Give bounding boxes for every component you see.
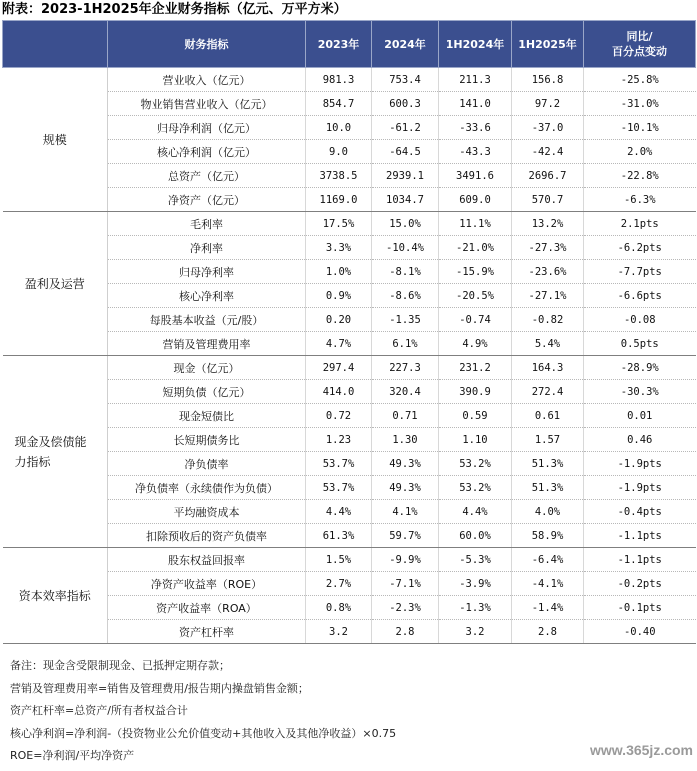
value-cell: -37.0 <box>512 116 584 140</box>
value-cell: 4.4% <box>439 500 512 524</box>
value-cell: 2696.7 <box>512 164 584 188</box>
value-cell: 5.4% <box>512 332 584 356</box>
value-cell: -8.6% <box>372 284 439 308</box>
value-cell: 414.0 <box>306 380 372 404</box>
value-cell: -25.8% <box>584 68 696 92</box>
value-cell: -21.0% <box>439 236 512 260</box>
value-cell: 0.9% <box>306 284 372 308</box>
value-cell: 1169.0 <box>306 188 372 212</box>
footnote: 资产杠杆率=总资产/所有者权益合计 <box>10 704 188 718</box>
value-cell: 0.46 <box>584 428 696 452</box>
value-cell: -23.6% <box>512 260 584 284</box>
value-cell: 1.0% <box>306 260 372 284</box>
indicator-label: 归母净利润（亿元） <box>108 116 306 140</box>
value-cell: 2.0% <box>584 140 696 164</box>
indicator-label: 核心净利率 <box>108 284 306 308</box>
value-cell: 609.0 <box>439 188 512 212</box>
financial-indicators-table <box>2 20 696 644</box>
value-cell: 53.7% <box>306 476 372 500</box>
value-cell: 1.57 <box>512 428 584 452</box>
header-1h2025: 1H2025年 <box>512 21 584 68</box>
header-group-cell <box>3 21 108 68</box>
value-cell: 164.3 <box>512 356 584 380</box>
header-2023: 2023年 <box>306 21 372 68</box>
table-title: 附表：2023-1H2025年企业财务指标（亿元、万平方米） <box>2 2 347 17</box>
value-cell: 49.3% <box>372 452 439 476</box>
value-cell: 1.5% <box>306 548 372 572</box>
value-cell: 390.9 <box>439 380 512 404</box>
value-cell: 272.4 <box>512 380 584 404</box>
indicator-label: 净负债率（永续债作为负债） <box>108 476 306 500</box>
value-cell: 211.3 <box>439 68 512 92</box>
value-cell: 0.71 <box>372 404 439 428</box>
value-cell: -61.2 <box>372 116 439 140</box>
indicator-label: 资产收益率（ROA） <box>108 596 306 620</box>
value-cell: -9.9% <box>372 548 439 572</box>
indicator-label: 长短期债务比 <box>108 428 306 452</box>
value-cell: -43.3 <box>439 140 512 164</box>
value-cell: 0.20 <box>306 308 372 332</box>
header-indicator: 财务指标 <box>108 21 306 68</box>
value-cell: -0.40 <box>584 620 696 644</box>
value-cell: -6.3% <box>584 188 696 212</box>
footnotes <box>10 655 690 768</box>
value-cell: -27.1% <box>512 284 584 308</box>
indicator-label: 资产杠杆率 <box>108 620 306 644</box>
group-label: 资本效率指标 <box>3 548 108 644</box>
value-cell: 4.0% <box>512 500 584 524</box>
value-cell: -5.3% <box>439 548 512 572</box>
value-cell: 53.7% <box>306 452 372 476</box>
value-cell: 11.1% <box>439 212 512 236</box>
value-cell: 53.2% <box>439 452 512 476</box>
value-cell: 227.3 <box>372 356 439 380</box>
value-cell: 141.0 <box>439 92 512 116</box>
value-cell: 0.72 <box>306 404 372 428</box>
value-cell: 1.23 <box>306 428 372 452</box>
value-cell: 17.5% <box>306 212 372 236</box>
value-cell: -1.35 <box>372 308 439 332</box>
value-cell: -20.5% <box>439 284 512 308</box>
value-cell: 2939.1 <box>372 164 439 188</box>
value-cell: -6.6pts <box>584 284 696 308</box>
indicator-label: 营销及管理费用率 <box>108 332 306 356</box>
value-cell: 3.3% <box>306 236 372 260</box>
value-cell: 2.7% <box>306 572 372 596</box>
watermark: www.365jz.com <box>590 742 693 758</box>
value-cell: 0.01 <box>584 404 696 428</box>
indicator-label: 净资产收益率（ROE） <box>108 572 306 596</box>
value-cell: -28.9% <box>584 356 696 380</box>
value-cell: -1.1pts <box>584 524 696 548</box>
value-cell: 3738.5 <box>306 164 372 188</box>
table-row <box>3 212 696 236</box>
value-cell: 854.7 <box>306 92 372 116</box>
value-cell: 15.0% <box>372 212 439 236</box>
value-cell: -27.3% <box>512 236 584 260</box>
value-cell: 58.9% <box>512 524 584 548</box>
indicator-label: 净负债率 <box>108 452 306 476</box>
table-row <box>3 356 696 380</box>
value-cell: -64.5 <box>372 140 439 164</box>
value-cell: 0.8% <box>306 596 372 620</box>
value-cell: -7.7pts <box>584 260 696 284</box>
value-cell: 6.1% <box>372 332 439 356</box>
header-1h2024: 1H2024年 <box>439 21 512 68</box>
value-cell: 4.9% <box>439 332 512 356</box>
value-cell: 2.1pts <box>584 212 696 236</box>
header-row <box>3 21 696 68</box>
value-cell: -1.9pts <box>584 476 696 500</box>
value-cell: 0.61 <box>512 404 584 428</box>
value-cell: 61.3% <box>306 524 372 548</box>
value-cell: 3.2 <box>306 620 372 644</box>
value-cell: -8.1% <box>372 260 439 284</box>
indicator-label: 股东权益回报率 <box>108 548 306 572</box>
value-cell: -31.0% <box>584 92 696 116</box>
table-row <box>3 548 696 572</box>
value-cell: -0.2pts <box>584 572 696 596</box>
table-row <box>3 68 696 92</box>
indicator-label: 总资产（亿元） <box>108 164 306 188</box>
value-cell: -0.4pts <box>584 500 696 524</box>
value-cell: -0.08 <box>584 308 696 332</box>
footnote: ROE=净利润/平均净资产 <box>10 749 135 763</box>
value-cell: -0.74 <box>439 308 512 332</box>
indicator-label: 营业收入（亿元） <box>108 68 306 92</box>
value-cell: 3.2 <box>439 620 512 644</box>
value-cell: 4.7% <box>306 332 372 356</box>
value-cell: -6.2pts <box>584 236 696 260</box>
value-cell: 53.2% <box>439 476 512 500</box>
group-label: 盈利及运营 <box>3 212 108 356</box>
value-cell: 981.3 <box>306 68 372 92</box>
value-cell: 320.4 <box>372 380 439 404</box>
value-cell: 570.7 <box>512 188 584 212</box>
group-label: 现金及偿债能力指标 <box>3 356 108 548</box>
indicator-label: 归母净利率 <box>108 260 306 284</box>
value-cell: 13.2% <box>512 212 584 236</box>
value-cell: 10.0 <box>306 116 372 140</box>
value-cell: 60.0% <box>439 524 512 548</box>
value-cell: -33.6 <box>439 116 512 140</box>
value-cell: 753.4 <box>372 68 439 92</box>
indicator-label: 现金短债比 <box>108 404 306 428</box>
indicator-label: 毛利率 <box>108 212 306 236</box>
value-cell: 97.2 <box>512 92 584 116</box>
indicator-label: 扣除预收后的资产负债率 <box>108 524 306 548</box>
value-cell: -7.1% <box>372 572 439 596</box>
value-cell: 4.4% <box>306 500 372 524</box>
value-cell: 51.3% <box>512 476 584 500</box>
group-label: 规模 <box>3 68 108 212</box>
indicator-label: 每股基本收益（元/股） <box>108 308 306 332</box>
value-cell: 231.2 <box>439 356 512 380</box>
header-yoy-change: 同比/ 百分点变动 <box>584 21 696 68</box>
value-cell: 600.3 <box>372 92 439 116</box>
value-cell: 51.3% <box>512 452 584 476</box>
footnote: 核心净利润=净利润-（投资物业公允价值变动+其他收入及其他净收益）×0.75 <box>10 726 397 740</box>
value-cell: 2.8 <box>512 620 584 644</box>
indicator-label: 现金（亿元） <box>108 356 306 380</box>
indicator-label: 核心净利润（亿元） <box>108 140 306 164</box>
value-cell: -30.3% <box>584 380 696 404</box>
footnote: 营销及管理费用率=销售及管理费用/报告期内操盘销售金额； <box>10 681 309 695</box>
value-cell: 1034.7 <box>372 188 439 212</box>
value-cell: 297.4 <box>306 356 372 380</box>
header-2024: 2024年 <box>372 21 439 68</box>
value-cell: -22.8% <box>584 164 696 188</box>
value-cell: 4.1% <box>372 500 439 524</box>
value-cell: -1.4% <box>512 596 584 620</box>
indicator-label: 平均融资成本 <box>108 500 306 524</box>
value-cell: -0.1pts <box>584 596 696 620</box>
value-cell: -0.82 <box>512 308 584 332</box>
value-cell: 1.10 <box>439 428 512 452</box>
value-cell: 0.59 <box>439 404 512 428</box>
value-cell: -1.1pts <box>584 548 696 572</box>
indicator-label: 短期负债（亿元） <box>108 380 306 404</box>
indicator-label: 净资产（亿元） <box>108 188 306 212</box>
value-cell: -1.3% <box>439 596 512 620</box>
value-cell: -6.4% <box>512 548 584 572</box>
value-cell: -3.9% <box>439 572 512 596</box>
value-cell: 49.3% <box>372 476 439 500</box>
footnote: 备注：现金含受限制现金、已抵押定期存款； <box>10 659 230 672</box>
value-cell: 2.8 <box>372 620 439 644</box>
value-cell: 0.5pts <box>584 332 696 356</box>
value-cell: -1.9pts <box>584 452 696 476</box>
value-cell: 1.30 <box>372 428 439 452</box>
indicator-label: 物业销售营业收入（亿元） <box>108 92 306 116</box>
value-cell: -4.1% <box>512 572 584 596</box>
value-cell: -2.3% <box>372 596 439 620</box>
value-cell: -15.9% <box>439 260 512 284</box>
value-cell: -10.4% <box>372 236 439 260</box>
value-cell: 9.0 <box>306 140 372 164</box>
value-cell: -10.1% <box>584 116 696 140</box>
value-cell: 59.7% <box>372 524 439 548</box>
value-cell: -42.4 <box>512 140 584 164</box>
indicator-label: 净利率 <box>108 236 306 260</box>
value-cell: 156.8 <box>512 68 584 92</box>
value-cell: 3491.6 <box>439 164 512 188</box>
